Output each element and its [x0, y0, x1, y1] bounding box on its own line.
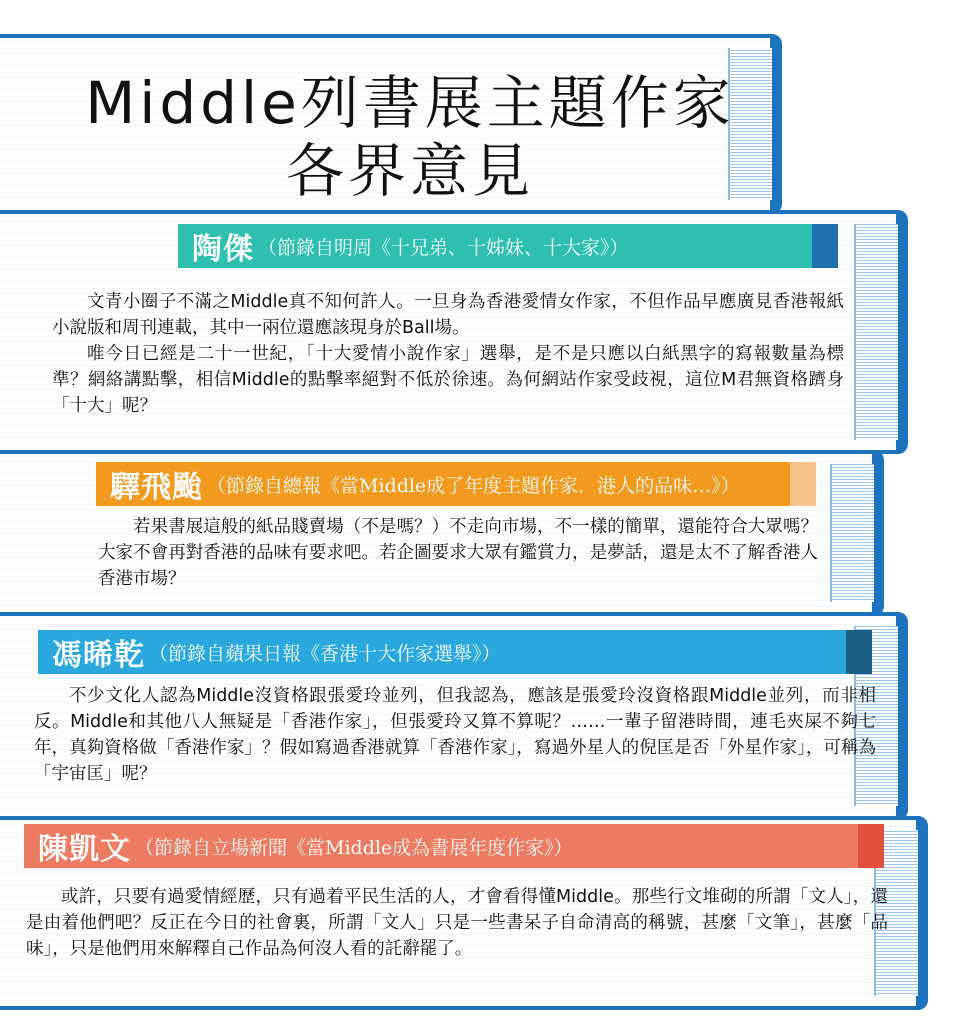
author-name: 陶傑: [192, 232, 254, 267]
paragraph: 唯今日已經是二十一世紀，「十大愛情小說作家」選舉，是不是只應以白紙黑字的寫報數量為標準？網絡講點擊，相信Middle的點擊率絕對不低於徐速。為何網站作家受歧視，這位M君無資格躋身「十大」呢？: [52, 344, 844, 416]
page-title-line-2: 各界意見: [285, 137, 534, 205]
page-title-line-1: Middle列書展主題作家: [85, 69, 735, 137]
book-spine: [898, 210, 908, 454]
page-edges: [854, 224, 900, 440]
author-name: 馮晞乾: [52, 638, 145, 673]
section-body-2: [98, 514, 818, 592]
book-spine: [874, 450, 884, 616]
source-citation: （節錄自立場新聞《當Middle成為書展年度作家》）: [135, 836, 573, 859]
paragraph: 文青小圈子不滿之Middle真不知何許人。一旦身為香港愛情女作家，不但作品早應廣見香港報紙小說版和周刊連載，其中一兩位還應該現身於Ball場。: [52, 292, 844, 338]
section-banner-2: [96, 462, 816, 506]
banner-accent: [812, 224, 838, 268]
paragraph: 若果書展這般的紙品賤賣場（不是嗎？）不走向市場，不一樣的簡單，還能符合大眾嗎？大家不會再對香港的品味有要求吧。若企圖要求大眾有鑑賞力，是夢話，還是太不了解香港人香港市場？: [98, 517, 818, 589]
banner-accent: [846, 630, 872, 674]
section-banner-1: [178, 224, 838, 268]
banner-accent: [790, 462, 816, 506]
section-body-4: [26, 884, 888, 962]
author-name: 驛飛颱: [110, 470, 203, 505]
source-citation: （節錄自總報《當Middle成了年度主題作家．港人的品味…》）: [207, 474, 740, 497]
section-body-1: [52, 289, 844, 419]
source-citation: （節錄自明周《十兄弟、十姊妹、十大家》）: [258, 236, 629, 259]
section-banner-3: [38, 630, 872, 674]
author-name: 陳凱文: [38, 832, 131, 867]
book-spine: [918, 816, 928, 1010]
section-body-3: [34, 683, 876, 787]
paragraph: 或許，只要有過愛情經歷，只有過着平民生活的人，才會看得懂Middle。那些行文堆砌的所謂「文人」，還是由着他們吧？反正在今日的社會裏，所謂「文人」只是一些書呆子自命清高的稱號，甚麼「文筆」，甚麼「品味」，只是他們用來解釋自己作品為何沒人看的託辭罷了。: [26, 887, 888, 959]
banner-accent: [858, 824, 884, 868]
page-edges: [830, 464, 876, 602]
paragraph: 不少文化人認為Middle沒資格跟張愛玲並列，但我認為，應該是張愛玲沒資格跟Middle並列，而非相反。Middle和其他八人無疑是「香港作家」，但張愛玲又算不算呢？……一輩子留港時間，連毛夾屎不夠七年，真夠資格做「香港作家」？假如寫過香港就算「香港作家」，寫過外星人的倪匡是否「外星作家」，可稱為「宇宙匡」呢？: [34, 686, 876, 784]
book-spine: [898, 612, 908, 820]
source-citation: （節錄自蘋果日報《香港十大作家選舉》）: [149, 642, 501, 665]
section-banner-4: [24, 824, 884, 868]
